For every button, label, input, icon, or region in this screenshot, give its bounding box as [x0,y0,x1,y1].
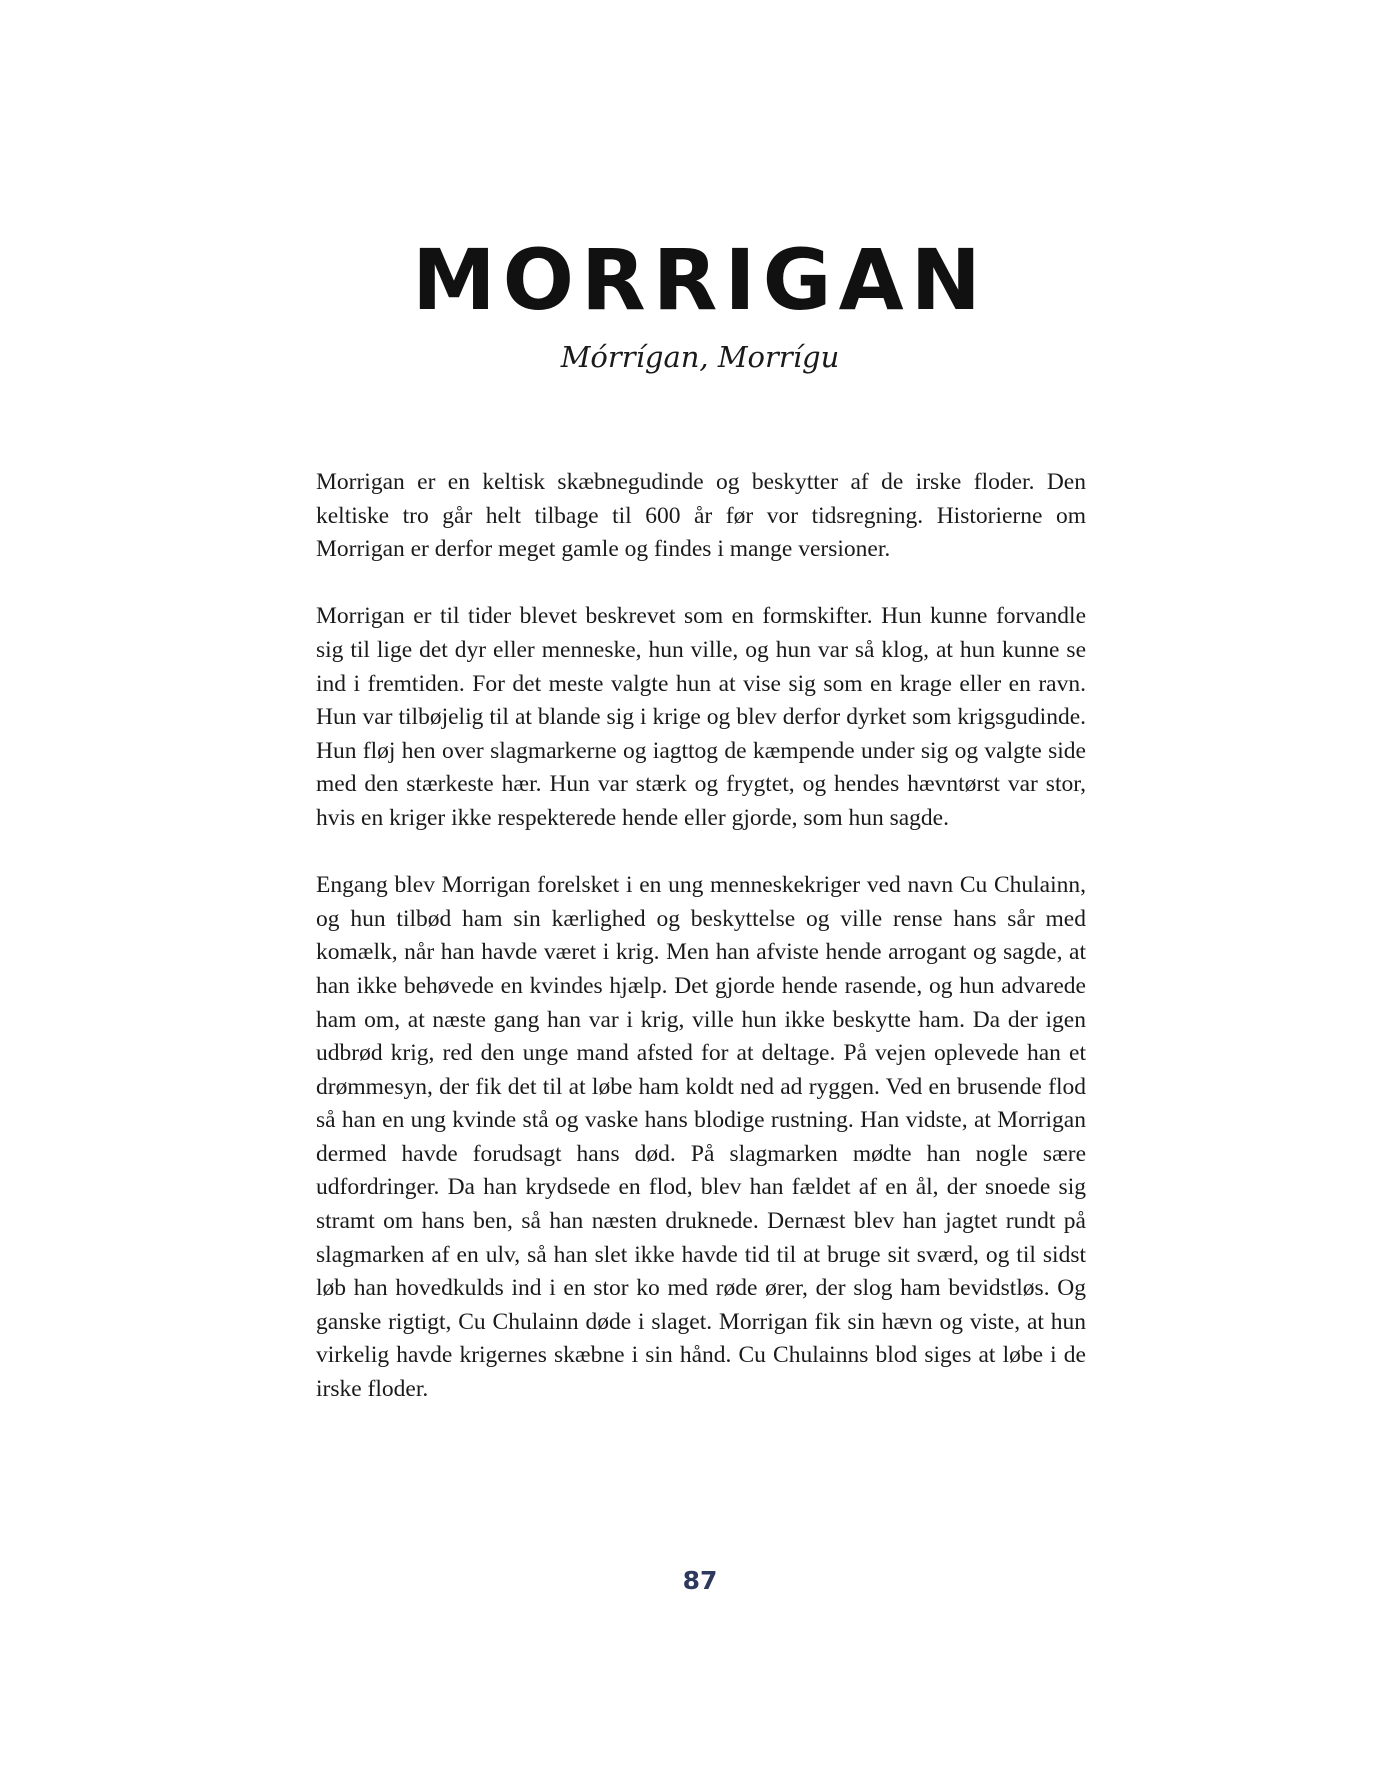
paragraph: Engang blev Morrigan forelsket i en ung menneskekriger ved navn Cu Chulainn, og hun tilbød ham sin kærlighed og beskyttelse og ville rense hans sår med komælk, når han havde været i krig. Men han afviste hende arrogant og sagde, at han ikke behøvede en kvindes hjælp. Det gjorde hende rasende, og hun advarede ham om, at næste gang han var i krig, ville hun ikke beskytte ham. Da der igen udbrød krig, red den unge mand afsted for at deltage. På vejen oplevede han et drømmesyn, der fik det til at løbe ham koldt ned ad ryggen. Ved en brusende flod så han en ung kvinde stå og vaske hans blodige rustning. Han vidste, at Morrigan dermed havde forudsagt hans død. På slagmarken mødte han nogle sære udfordringer. Da han krydsede en flod, blev han fældet af en ål, der snoede sig stramt om hans ben, så han næsten druknede. Dernæst blev han jagtet rundt på slagmarken af en ulv, så han slet ikke havde tid til at bruge sit sværd, og til sidst løb han hovedkulds ind i en stor ko med røde ører, der slog ham bevidstløs. Og ganske rigtigt, Cu Chulainn døde i slaget. Morrigan fik sin hævn og viste, at hun virkelig havde krigernes skæbne i sin hånd. Cu Chulainns blod siges at løbe i de irske floder. [316,872,1086,1403]
body-text [316,466,1086,1440]
paragraph: Morrigan er en keltisk skæbnegudinde og beskytter af de irske floder. Den keltiske tro går helt tilbage til 600 år før vor tidsregning. Historierne om Morrigan er derfor meget gamle og findes i mange versioner. [316,469,1086,563]
page-title: MORRIGAN [412,231,988,329]
page-number: 87 [682,1566,718,1595]
page-subtitle: Mórrígan, Morrígu [560,340,840,374]
paragraph: Morrigan er til tider blevet beskrevet som en formskifter. Hun kunne forvandle sig til lige det dyr eller menneske, hun ville, og hun var så klog, at hun kunne se ind i fremtiden. For det meste valgte hun at vise sig som en krage eller en ravn. Hun var tilbøjelig til at blande sig i krige og blev derfor dyrket som krigsgudinde. Hun fløj hen over slagmarkerne og iagttog de kæmpende under sig og valgte side med den stærkeste hær. Hun var stærk og frygtet, og hendes hævntørst var stor, hvis en kriger ikke respekterede hende eller gjorde, som hun sagde. [316,603,1086,831]
